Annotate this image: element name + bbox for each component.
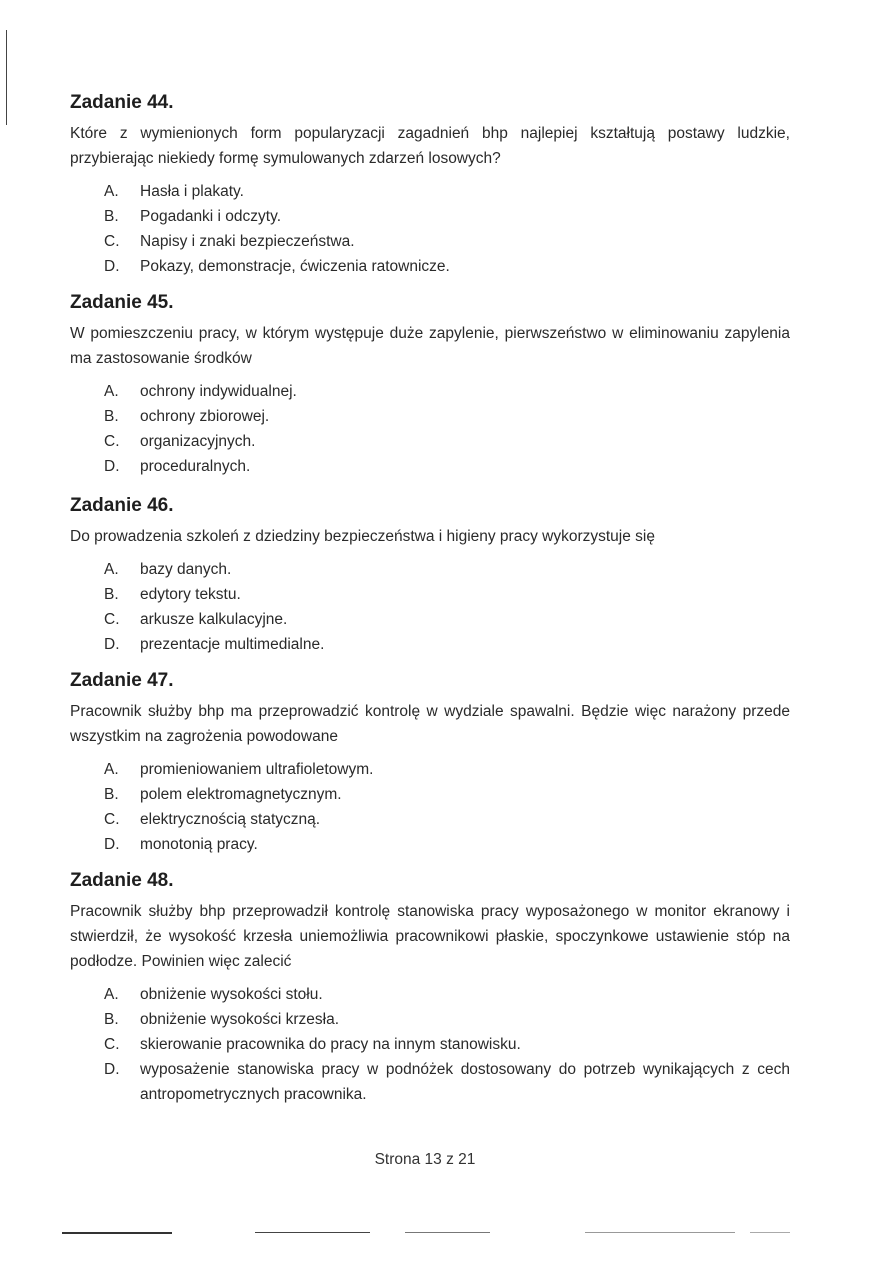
- question-title: Zadanie 46.: [70, 495, 174, 516]
- answer-letter: D.: [104, 1061, 120, 1078]
- answer-letter: A.: [104, 561, 119, 578]
- question-text: Pracownik służby bhp przeprowadził kontrolę stanowiska pracy wyposażonego w monitor ekranowy i stwierdził, że wysokość krzesła uniemożliwia pracownikowi płaskie, spoczynkowe ustawienie stóp na podłodze. Powinien więc zalecić: [70, 903, 790, 970]
- question-46: [68, 495, 790, 657]
- answer-option-d: [68, 632, 790, 657]
- question-title: Zadanie 44.: [70, 92, 174, 113]
- answer-list: [68, 379, 790, 479]
- answer-option-c: [68, 607, 790, 632]
- answer-option-c: [68, 1032, 790, 1057]
- question-text: Które z wymienionych form popularyzacji zagadnień bhp najlepiej kształtują postawy ludzkie, przybierając niekiedy formę symulowanych zdarzeń losowych?: [70, 125, 790, 167]
- answer-text: promieniowaniem ultrafioletowym.: [140, 761, 374, 778]
- question-47: [68, 670, 790, 857]
- answer-text: obniżenie wysokości krzesła.: [140, 1011, 340, 1028]
- answer-option-d: [68, 832, 790, 857]
- answer-option-a: [68, 179, 790, 204]
- question-48: [68, 870, 790, 1107]
- answer-option-a: [68, 379, 790, 404]
- answer-text: bazy danych.: [140, 561, 232, 578]
- answer-letter: C.: [104, 611, 120, 628]
- answer-letter: B.: [104, 786, 119, 803]
- answer-option-c: [68, 229, 790, 254]
- question-title: Zadanie 47.: [70, 670, 174, 691]
- answer-letter: C.: [104, 811, 120, 828]
- answer-option-a: [68, 557, 790, 582]
- answer-letter: A.: [104, 183, 119, 200]
- answer-text: prezentacje multimedialne.: [140, 636, 325, 653]
- scan-edge-mark: [6, 30, 7, 125]
- answer-list: [68, 757, 790, 857]
- answer-text: Napisy i znaki bezpieczeństwa.: [140, 233, 355, 250]
- answer-text: elektrycznością statyczną.: [140, 811, 321, 828]
- answer-letter: D.: [104, 636, 120, 653]
- answer-text: ochrony indywidualnej.: [140, 383, 297, 400]
- answer-option-c: [68, 807, 790, 832]
- answer-text: proceduralnych.: [140, 458, 251, 475]
- answer-option-d: [68, 254, 790, 279]
- answer-option-b: [68, 204, 790, 229]
- answer-letter: D.: [104, 458, 120, 475]
- answer-text: edytory tekstu.: [140, 586, 241, 603]
- answer-letter: A.: [104, 383, 119, 400]
- answer-list: [68, 179, 790, 279]
- question-text: W pomieszczeniu pracy, w którym występuje duże zapylenie, pierwszeństwo w eliminowaniu zapylenia ma zastosowanie środków: [70, 325, 790, 367]
- answer-letter: A.: [104, 986, 119, 1003]
- answer-letter: C.: [104, 1036, 120, 1053]
- answer-letter: A.: [104, 761, 119, 778]
- answer-text: wyposażenie stanowiska pracy w podnóżek dostosowany do potrzeb wynikających z cech antropometrycznych pracownika.: [140, 1061, 790, 1103]
- question-text: Do prowadzenia szkoleń z dziedziny bezpieczeństwa i higieny pracy wykorzystuje się: [70, 528, 655, 545]
- answer-letter: B.: [104, 1011, 119, 1028]
- answer-option-b: [68, 782, 790, 807]
- answer-letter: D.: [104, 836, 120, 853]
- answer-text: Hasła i plakaty.: [140, 183, 244, 200]
- answer-list: [68, 557, 790, 657]
- question-title: Zadanie 45.: [70, 292, 174, 313]
- answer-option-b: [68, 404, 790, 429]
- answer-text: organizacyjnych.: [140, 433, 256, 450]
- scan-bottom-lines: [0, 1232, 893, 1236]
- question-text: Pracownik służby bhp ma przeprowadzić kontrolę w wydziale spawalni. Będzie więc narażony przede wszystkim na zagrożenia powodowane: [70, 703, 790, 745]
- answer-text: Pogadanki i odczyty.: [140, 208, 282, 225]
- answer-text: skierowanie pracownika do pracy na innym stanowisku.: [140, 1036, 521, 1053]
- answer-option-a: [68, 757, 790, 782]
- answer-letter: D.: [104, 258, 120, 275]
- answer-option-d: [68, 1057, 790, 1107]
- answer-text: Pokazy, demonstracje, ćwiczenia ratownicze.: [140, 258, 450, 275]
- question-title: Zadanie 48.: [70, 870, 174, 891]
- answer-text: ochrony zbiorowej.: [140, 408, 270, 425]
- answer-text: obniżenie wysokości stołu.: [140, 986, 323, 1003]
- answer-letter: B.: [104, 586, 119, 603]
- answer-list: [68, 982, 790, 1107]
- answer-letter: C.: [104, 433, 120, 450]
- answer-text: monotonią pracy.: [140, 836, 258, 853]
- answer-option-b: [68, 1007, 790, 1032]
- answer-letter: B.: [104, 408, 119, 425]
- answer-letter: C.: [104, 233, 120, 250]
- page-number: Strona 13 z 21: [374, 1151, 476, 1168]
- answer-text: arkusze kalkulacyjne.: [140, 611, 288, 628]
- answer-option-b: [68, 582, 790, 607]
- answer-letter: B.: [104, 208, 119, 225]
- answer-option-a: [68, 982, 790, 1007]
- answer-option-c: [68, 429, 790, 454]
- answer-text: polem elektromagnetycznym.: [140, 786, 342, 803]
- question-44: [68, 92, 790, 279]
- question-45: [68, 292, 790, 479]
- answer-option-d: [68, 454, 790, 479]
